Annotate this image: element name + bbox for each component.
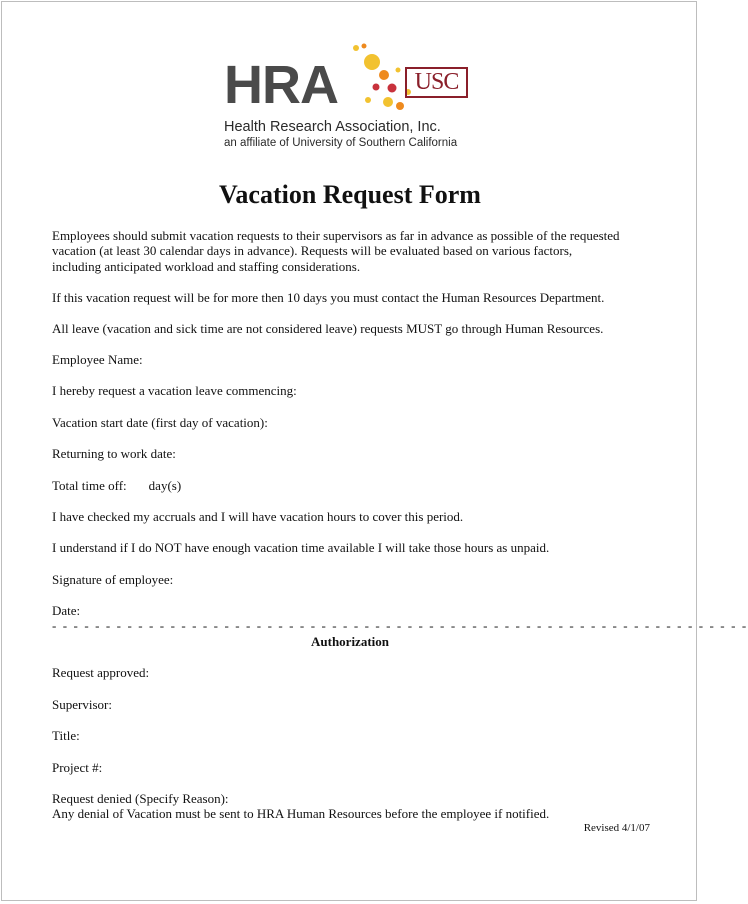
project-label: Project #:	[52, 760, 103, 775]
total-time-label: Total time off:	[52, 478, 127, 493]
employee-name-label: Employee Name:	[52, 352, 143, 367]
denial-notice: Any denial of Vacation must be sent to HRA Human Resources before the employee if notified.	[52, 806, 550, 821]
form-title: Vacation Request Form	[219, 180, 481, 209]
unpaid-statement: I understand if I do NOT have enough vacation time available I will take those hours as unpaid.	[52, 540, 550, 555]
total-time-row	[52, 478, 181, 493]
return-date-label: Returning to work date:	[52, 446, 176, 461]
intro-line-3: including anticipated workload and staffing considerations.	[52, 259, 361, 274]
start-date-label: Vacation start date (first day of vacation):	[52, 415, 268, 430]
denied-label: Request denied (Specify Reason):	[52, 791, 229, 806]
organization-name: Health Research Association, Inc.	[224, 119, 441, 135]
section-divider: - - - - - - - - - - - - - - - - - - - - - - - - - - - - - - - - - - - - - - - - - - - - - - - - - - - - - - - - - - - - - - - - -	[52, 618, 748, 633]
date-label: Date:	[52, 603, 81, 618]
accruals-statement: I have checked my accruals and I will have vacation hours to cover this period.	[52, 509, 464, 524]
supervisor-label: Supervisor:	[52, 697, 112, 712]
hra-logo-text: HRA	[224, 55, 338, 115]
request-statement: I hereby request a vacation leave commencing:	[52, 383, 297, 398]
total-time-unit: day(s)	[148, 478, 182, 493]
affiliation-text: an affiliate of University of Southern California	[224, 137, 458, 149]
authorization-heading: Authorization	[311, 634, 389, 649]
revision-date: Revised 4/1/07	[583, 822, 650, 834]
notice-leave: All leave (vacation and sick time are not considered leave) requests MUST go through Human Resources.	[52, 321, 604, 336]
approved-label: Request approved:	[52, 665, 150, 680]
usc-badge: USC	[405, 67, 468, 98]
intro-line-1: Employees should submit vacation requests to their supervisors as far in advance as possible of the requested	[52, 228, 620, 243]
hra-logo	[222, 40, 482, 160]
notice-10-days: If this vacation request will be for more then 10 days you must contact the Human Resources Department.	[52, 290, 605, 305]
intro-line-2: vacation (at least 30 calendar days in advance). Requests will be evaluated based on various factors,	[52, 243, 573, 258]
signature-label: Signature of employee:	[52, 572, 174, 587]
title-label: Title:	[52, 728, 80, 743]
